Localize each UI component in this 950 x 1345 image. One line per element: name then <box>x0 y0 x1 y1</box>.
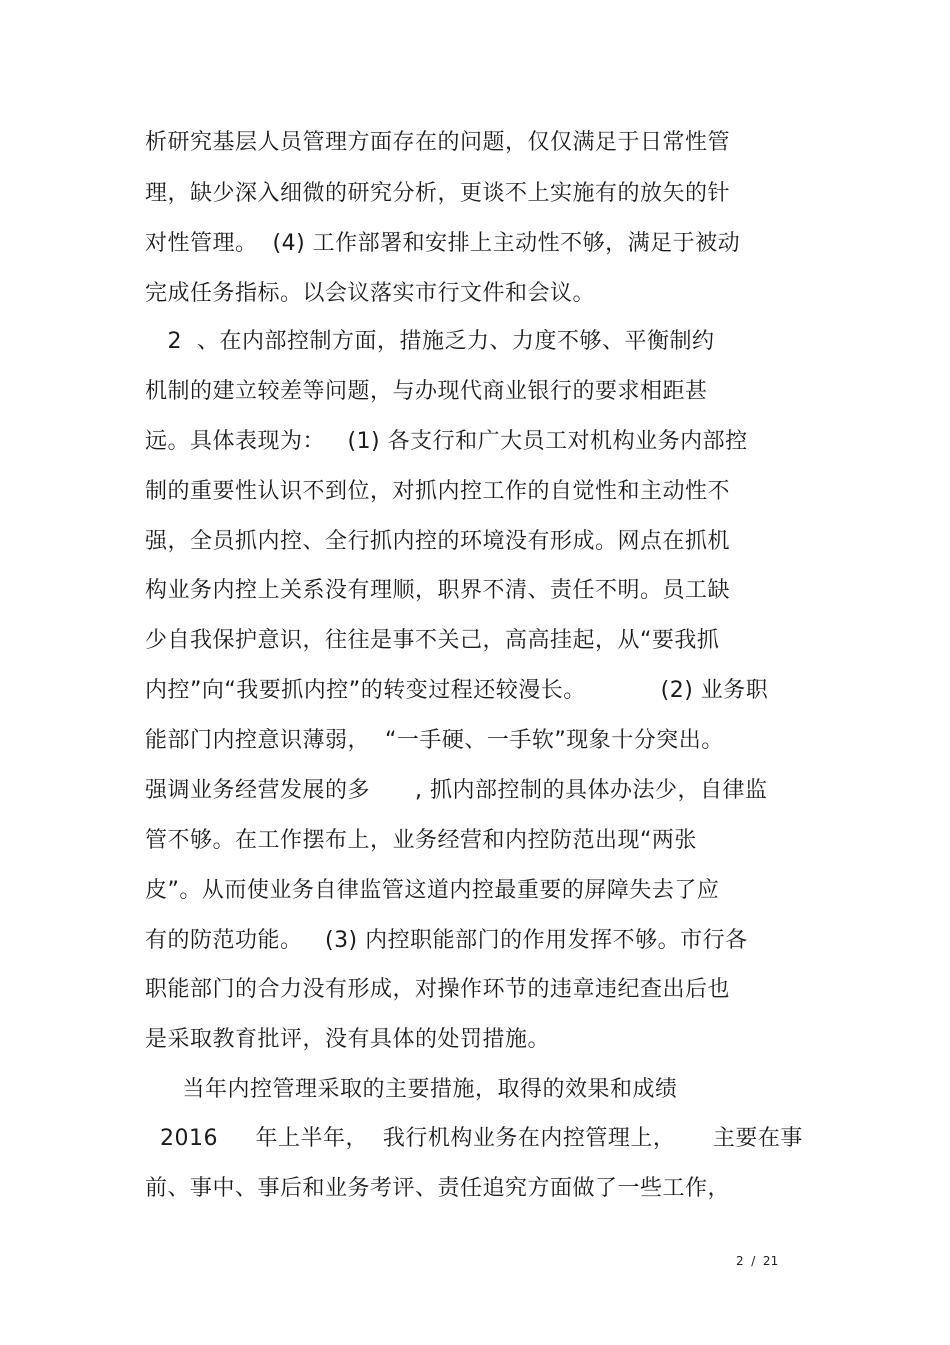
text-line: 制的重要性认识不到位，对抓内控工作的自觉性和主动性不 <box>145 479 731 504</box>
text-line: 少自我保护意识，往往是事不关己，高高挂起，从“要我抓 <box>145 628 720 653</box>
text-line: 机制的建立较差等问题，与办现代商业银行的要求相距甚 <box>145 379 708 404</box>
text-line: 是采取教育批评，没有具体的处罚措施。 <box>145 1027 551 1052</box>
text-line: 2 、在内部控制方面，措施乏力、力度不够、平衡制约 <box>145 329 715 354</box>
text-line: 完成任务指标。以会议落实市行文件和会议。 <box>145 281 596 306</box>
text-line: 有的防范功能。 (3) 内控职能部门的作用发挥不够。市行各 <box>145 928 748 953</box>
text-line: 对性管理。 (4) 工作部署和安排上主动性不够，满足于被动 <box>145 231 741 256</box>
text-line: 远。具体表现为： (1) 各支行和广大员工对机构业务内部控 <box>145 429 748 454</box>
text-line: 构业务内控上关系没有理顺，职界不清、责任不明。员工缺 <box>145 578 731 603</box>
text-line: 能部门内控意识薄弱， “一手硬、一手软”现象十分突出。 <box>145 728 724 753</box>
text-line: 皮”。从而使业务自律监管这道内控最重要的屏障失去了应 <box>145 878 720 903</box>
text-line: 2016 年上半年， 我行机构业务在内控管理上， 主要在事 <box>145 1126 803 1151</box>
text-line: 当年内控管理采取的主要措施，取得的效果和成绩 <box>145 1077 678 1102</box>
page-number: 2 / 21 <box>736 1254 779 1268</box>
text-line: 强，全员抓内控、全行抓内控的环境没有形成。网点在抓机 <box>145 529 731 554</box>
text-line: 前、事中、事后和业务考评、责任追究方面做了一些工作， <box>145 1176 731 1201</box>
text-line: 强调业务经营发展的多 , 抓内部控制的具体办法少，自律监 <box>145 778 768 803</box>
text-line: 理，缺少深入细微的研究分析，更谈不上实施有的放矢的针 <box>145 181 731 206</box>
text-line: 析研究基层人员管理方面存在的问题，仅仅满足于日常性管 <box>145 130 731 155</box>
text-line: 职能部门的合力没有形成，对操作环节的违章违纪查出后也 <box>145 977 731 1002</box>
text-line: 管不够。在工作摆布上，业务经营和内控防范出现“两张 <box>145 828 697 853</box>
text-line: 内控”向“我要抓内控”的转变过程还较漫长。 (2) 业务职 <box>145 678 769 703</box>
